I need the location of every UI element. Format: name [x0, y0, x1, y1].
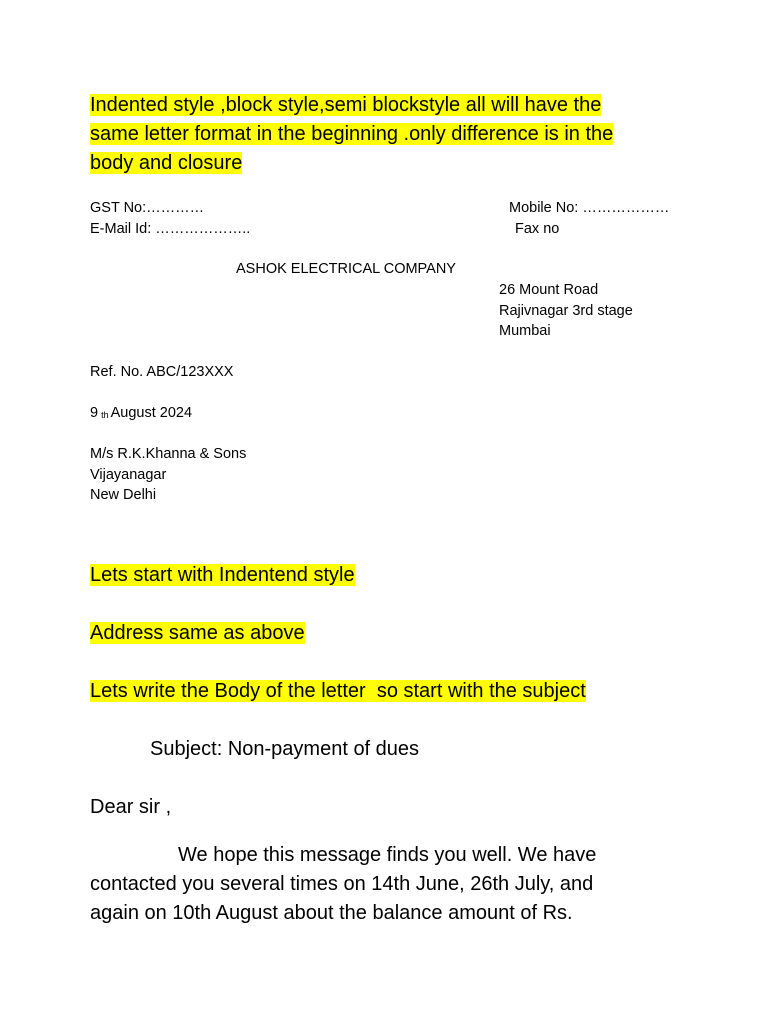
note-indented-start [90, 561, 355, 590]
letter-body-line: again on 10th August about the balance amount of Rs. [90, 902, 573, 924]
sender-address [499, 280, 633, 342]
note-write-body [90, 677, 586, 706]
intro-note [90, 91, 665, 178]
company-name: ASHOK ELECTRICAL COMPANY [236, 261, 456, 277]
note-text: Lets write the Body of the letter so start with the subject [90, 680, 586, 702]
email-id: E-Mail Id: ……………….. [90, 221, 251, 237]
date-day: 9 [90, 405, 99, 421]
intro-note-line: body and closure [90, 152, 243, 174]
letter-body [90, 841, 650, 928]
note-text: Lets start with Indentend style [90, 564, 355, 586]
recipient-address-line: M/s R.K.Khanna & Sons [90, 446, 247, 462]
recipient-address-line: Vijayanagar [90, 466, 167, 483]
letter-body-line: contacted you several times on 14th June, 26th July, and [90, 873, 594, 895]
fax-number: Fax no [515, 221, 560, 237]
sender-address-line: Mumbai [499, 323, 551, 339]
mobile-number: Mobile No: ……………… [509, 200, 670, 216]
reference-number: Ref. No. ABC/123XXX [90, 364, 234, 380]
sender-address-line: Rajivnagar 3rd stage [499, 302, 633, 319]
note-text: Address same as above [90, 622, 305, 644]
intro-note-line: same letter format in the beginning .only difference is in the [90, 123, 614, 145]
date-suffix: th [101, 410, 109, 420]
intro-note-line: Indented style ,block style,semi blockstyle all will have the [90, 94, 602, 116]
letter-salutation: Dear sir , [90, 796, 172, 818]
letter-body-line: We hope this message finds you well. We have [178, 844, 597, 866]
recipient-address [90, 444, 246, 506]
note-address-same [90, 619, 305, 648]
gst-number: GST No:………… [90, 200, 205, 216]
letter-subject: Subject: Non-payment of dues [150, 738, 420, 760]
sender-address-line: 26 Mount Road [499, 282, 599, 298]
letter-date [90, 403, 192, 426]
recipient-address-line: New Delhi [90, 487, 157, 503]
date-month-year: August 2024 [110, 405, 193, 421]
